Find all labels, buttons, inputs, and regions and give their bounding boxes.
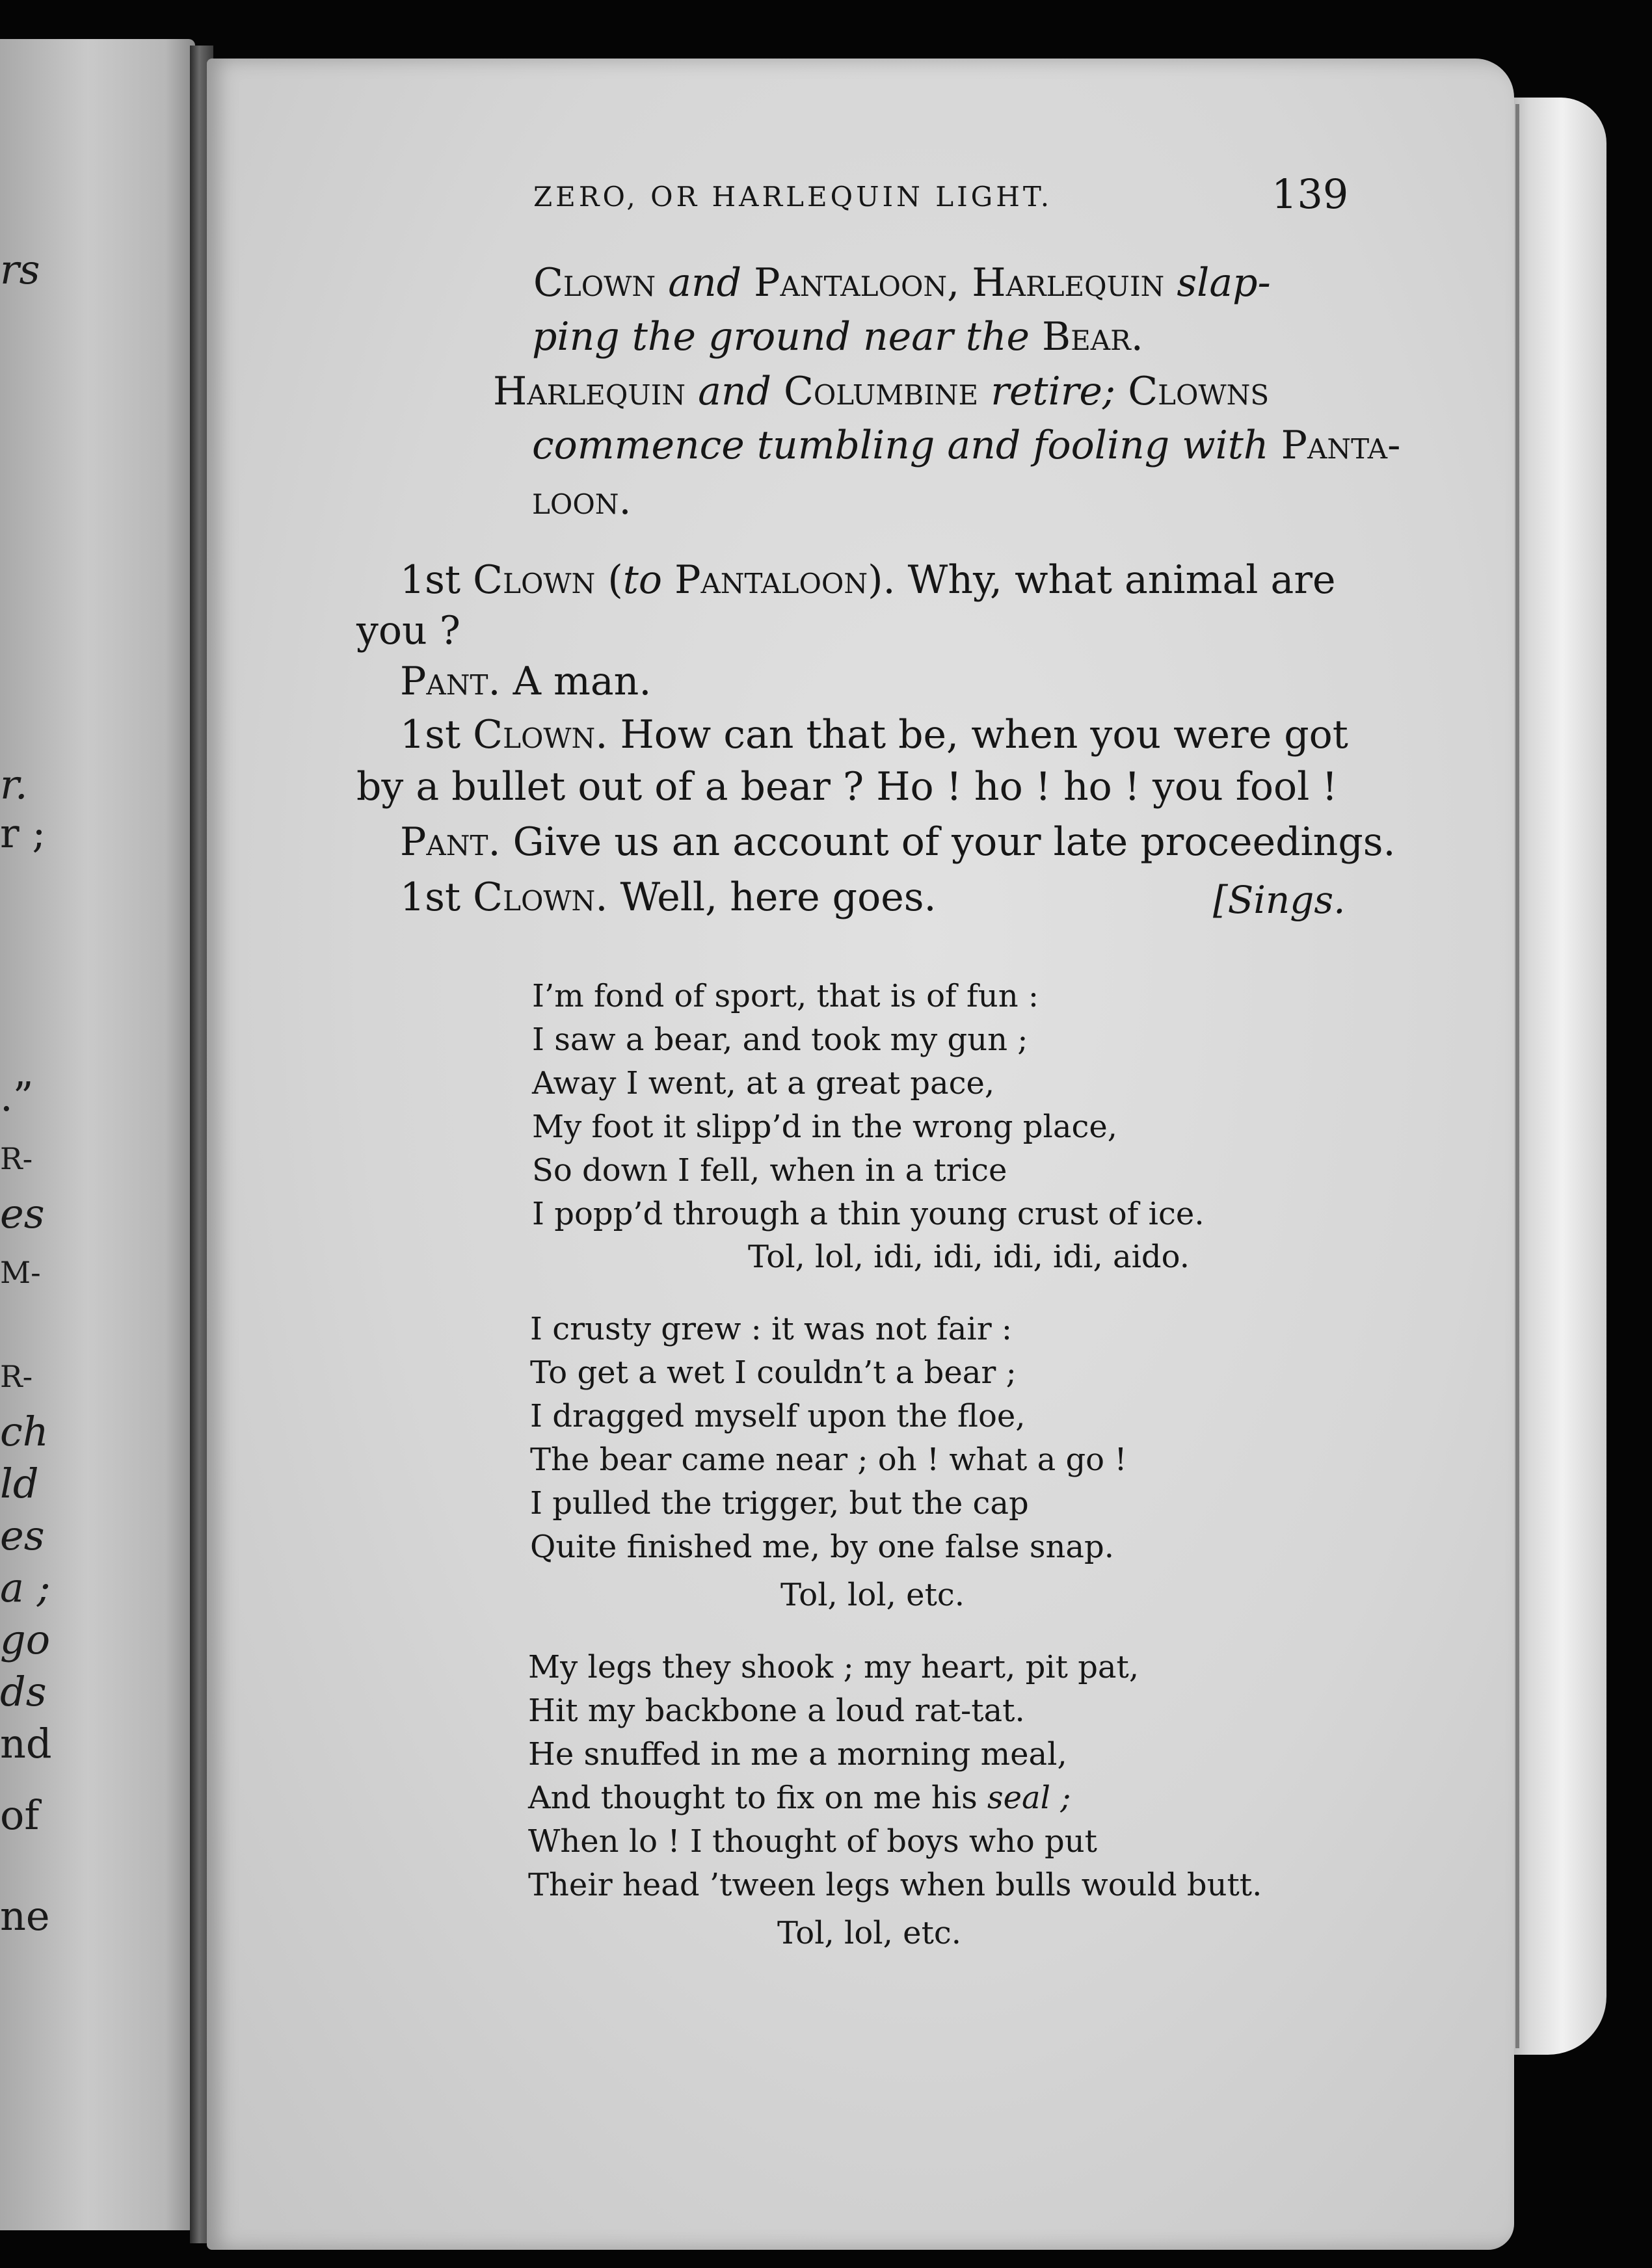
left-fragment: ld (0, 1460, 39, 1507)
verse-line: My legs they shook ; my heart, pit pat, (528, 1649, 1139, 1685)
verse-line: I pulled the trigger, but the cap (530, 1485, 1029, 1522)
left-fragment: .” (0, 1073, 34, 1120)
left-fragment: a ; (0, 1564, 51, 1611)
verse-line: So down I fell, when in a trice (532, 1152, 1007, 1189)
refrain-line: Tol, lol, idi, idi, idi, idi, aido. (748, 1239, 1190, 1275)
stage-direction-line: commence tumbling and fooling with Panta- (532, 423, 1401, 468)
left-fragment: r ; (0, 810, 46, 857)
left-fragment: R- (0, 1141, 33, 1176)
verse-line: Hit my backbone a loud rat-tat. (528, 1693, 1025, 1729)
sings-direction: [Sings. (1213, 878, 1346, 922)
running-title: ZERO, OR HARLEQUIN LIGHT. (533, 181, 1053, 213)
verse-line: I saw a bear, and took my gun ; (532, 1022, 1028, 1058)
left-fragment: r. (0, 761, 28, 808)
dialogue-line: 1st Clown (to Pantaloon). Why, what animal are (400, 557, 1336, 603)
left-fragment: M- (0, 1255, 41, 1290)
verse-line: I crusty grew : it was not fair : (530, 1311, 1013, 1347)
dialogue-line: 1st Clown. How can that be, when you were got (400, 712, 1348, 758)
verse-line: I popp’d through a thin young crust of ice. (532, 1196, 1205, 1232)
left-facing-page (0, 39, 195, 2230)
verse-line: The bear came near ; oh ! what a go ! (530, 1442, 1127, 1478)
stage-direction-line: Harlequin and Columbine retire; Clowns (493, 369, 1270, 414)
verse-line: Their head ’tween legs when bulls would butt. (528, 1867, 1262, 1903)
verse-line: To get a wet I couldn’t a bear ; (530, 1354, 1017, 1391)
dialogue-line: 1st Clown. Well, here goes. (400, 875, 937, 920)
refrain-line: Tol, lol, etc. (780, 1577, 965, 1613)
page-number: 139 (1272, 170, 1349, 218)
verse-line: When lo ! I thought of boys who put (528, 1823, 1097, 1860)
page-edge-line (1515, 104, 1578, 2048)
verse-line: My foot it slipp’d in the wrong place, (532, 1109, 1118, 1145)
stage-direction-line: ping the ground near the Bear. (532, 314, 1143, 360)
verse-italic-word: seal ; (987, 1780, 1071, 1816)
left-fragment: ds (0, 1668, 47, 1715)
dialogue-line: you ? (356, 608, 460, 653)
verse-line: And thought to fix on me his seal ; (528, 1780, 1071, 1816)
verse-line: I’m fond of sport, that is of fun : (532, 978, 1039, 1014)
left-fragment: es (0, 1190, 45, 1237)
left-fragment: go (0, 1616, 51, 1663)
left-fragment: of (0, 1791, 40, 1839)
stage-direction-line: Clown and Pantaloon, Harlequin slap- (533, 260, 1271, 306)
verse-line: Away I went, at a great pace, (532, 1065, 995, 1101)
verse-line: He snuffed in me a morning meal, (528, 1736, 1067, 1773)
verse-line: I dragged myself upon the floe, (530, 1398, 1026, 1434)
left-fragment: nd (0, 1720, 52, 1767)
left-fragment: ne (0, 1892, 50, 1940)
left-fragment: ch (0, 1408, 49, 1455)
left-fragment: R- (0, 1359, 33, 1394)
dialogue-line: Pant. A man. (400, 659, 652, 704)
dialogue-line: by a bullet out of a bear ? Ho ! ho ! ho ! you fool ! (356, 764, 1338, 810)
stage-direction-line: loon. (532, 478, 632, 523)
left-fragment: es (0, 1512, 45, 1559)
dialogue-line: Pant. Give us an account of your late proceedings. (400, 819, 1396, 865)
refrain-line: Tol, lol, etc. (777, 1915, 962, 1951)
verse-line: Quite finished me, by one false snap. (530, 1529, 1114, 1565)
left-fragment: rs (0, 246, 40, 293)
